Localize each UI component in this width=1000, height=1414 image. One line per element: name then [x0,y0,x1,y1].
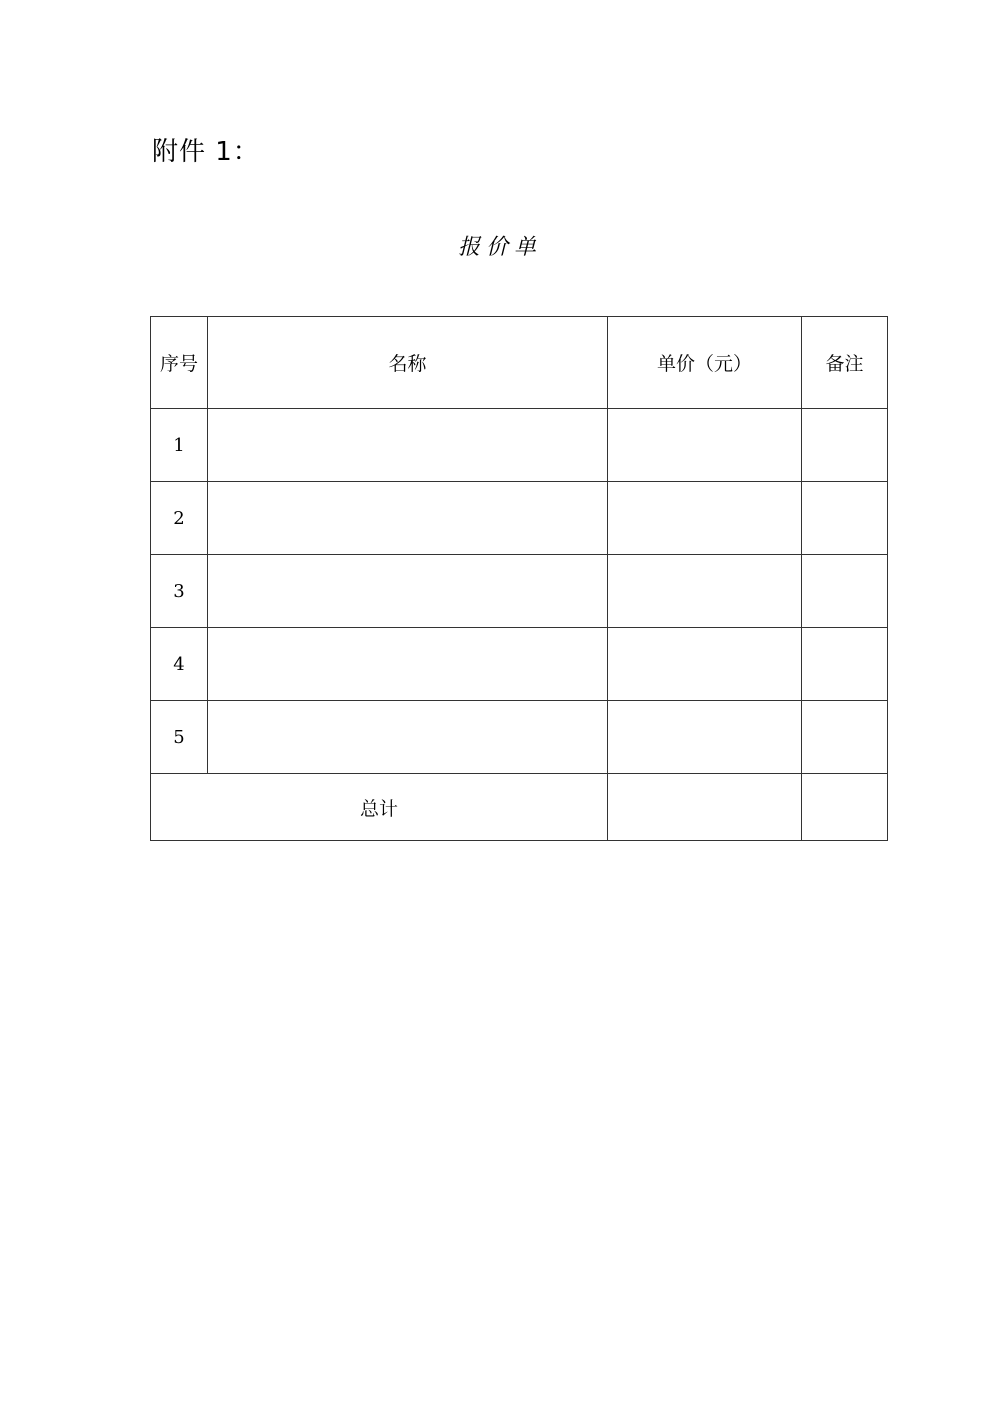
cell-no: 5 [151,701,208,774]
total-row [151,774,888,841]
cell-unit-price[interactable] [608,628,802,701]
cell-no: 4 [151,628,208,701]
cell-unit-price[interactable] [608,701,802,774]
cell-no: 2 [151,482,208,555]
cell-name[interactable] [208,628,608,701]
cell-remark[interactable] [802,555,888,628]
column-header-remark: 备注 [802,317,888,409]
document-title: 报价单 [457,235,542,260]
cell-name[interactable] [208,409,608,482]
cell-remark[interactable] [802,628,888,701]
table-row [151,409,888,482]
cell-remark[interactable] [802,482,888,555]
cell-remark[interactable] [802,701,888,774]
table-row [151,482,888,555]
cell-unit-price[interactable] [608,409,802,482]
attachment-label: 附件 1： [152,137,260,167]
cell-unit-price[interactable] [608,482,802,555]
column-header-name: 名称 [208,317,608,409]
cell-no: 3 [151,555,208,628]
cell-name[interactable] [208,482,608,555]
total-unit-price[interactable] [608,774,802,841]
table-row [151,555,888,628]
total-label: 总计 [151,774,608,841]
table-row [151,628,888,701]
column-header-no: 序号 [151,317,208,409]
cell-unit-price[interactable] [608,555,802,628]
quotation-table [150,316,888,841]
total-remark[interactable] [802,774,888,841]
table-header-row [151,317,888,409]
cell-name[interactable] [208,555,608,628]
cell-no: 1 [151,409,208,482]
cell-name[interactable] [208,701,608,774]
column-header-unit-price: 单价（元） [608,317,802,409]
cell-remark[interactable] [802,409,888,482]
table-row [151,701,888,774]
